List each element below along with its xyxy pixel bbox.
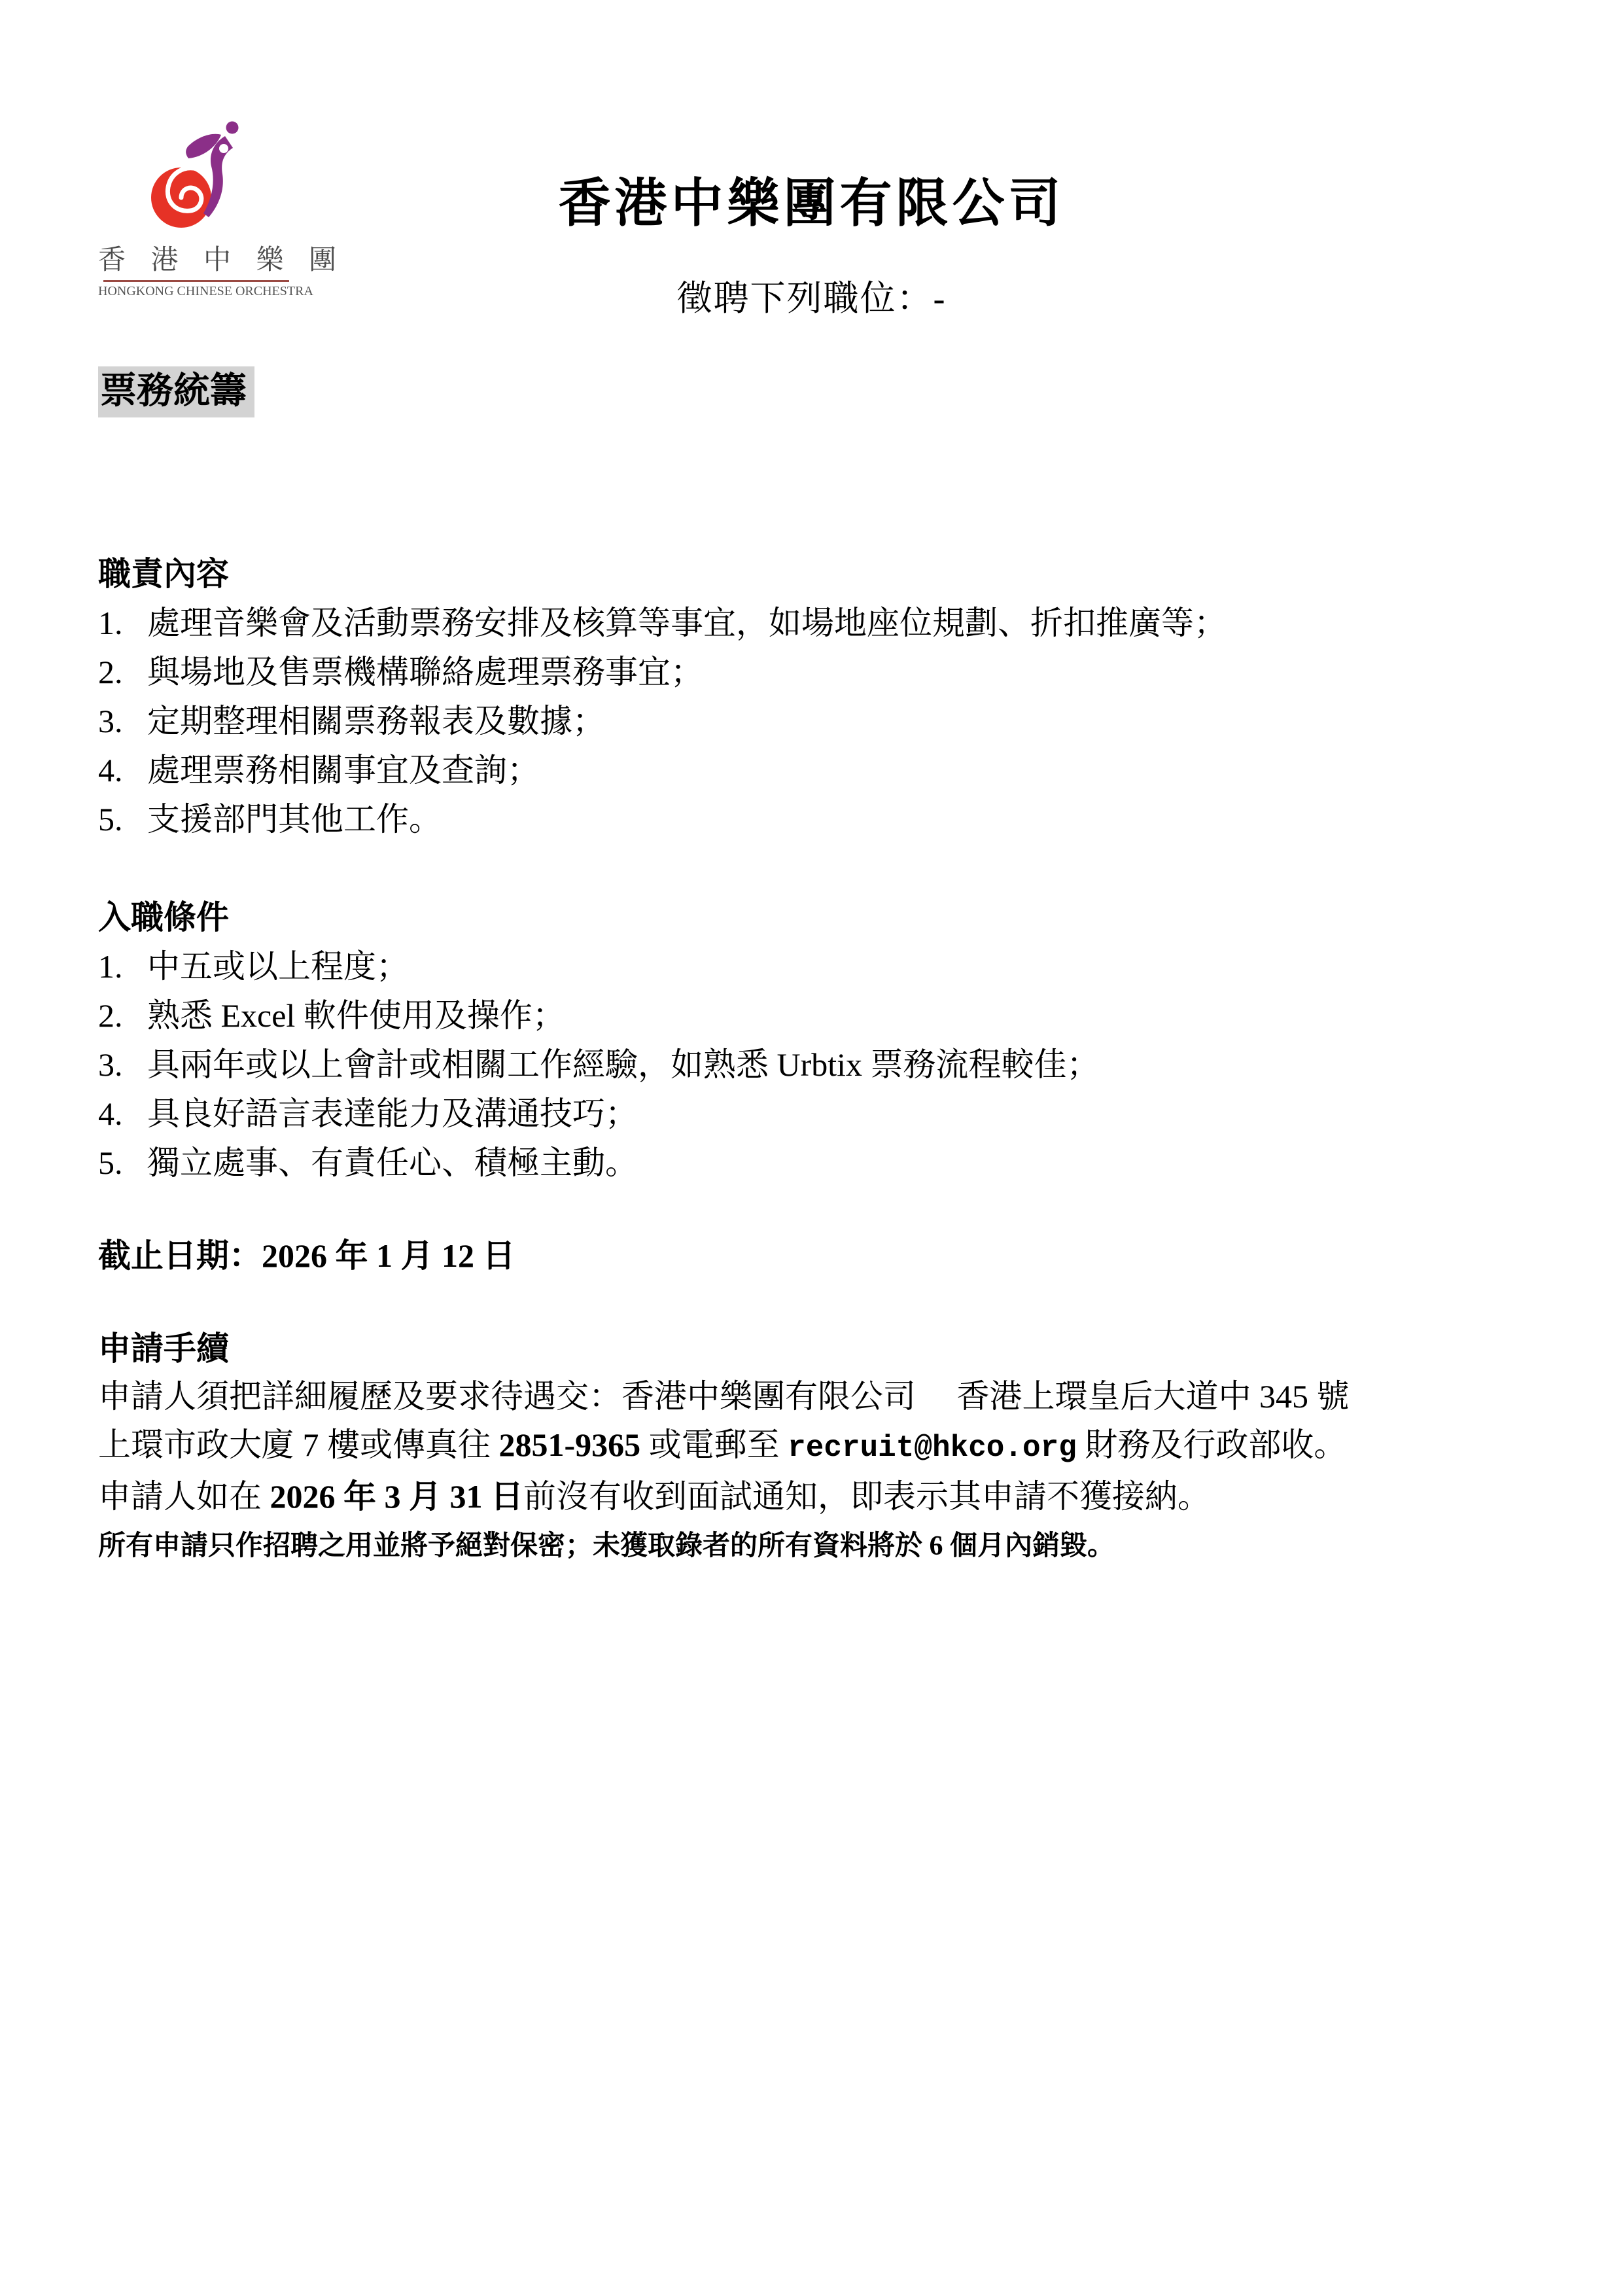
reply-deadline-date: 2026 年 3 月 31 日 <box>270 1478 523 1515</box>
item-number: 1. <box>98 605 123 641</box>
line2-post: 財務及行政部收。 <box>1076 1426 1347 1463</box>
line2-mid: 或電郵至 <box>640 1426 788 1463</box>
list-item <box>98 942 1426 991</box>
item-text: 處理音樂會及活動票務安排及核算等事宜，如場地座位規劃、折扣推廣等； <box>147 605 1227 641</box>
duties-section <box>98 550 1426 844</box>
list-item <box>98 1139 1426 1188</box>
recruiting-subtitle: 徵聘下列職位：- <box>676 279 947 318</box>
item-text: 與場地及售票機構聯絡處理票務事宜； <box>147 654 703 690</box>
deadline-line: 截止日期：2026 年 1 月 12 日 <box>98 1237 515 1274</box>
item-number: 5. <box>98 801 123 838</box>
item-text: 具兩年或以上會計或相關工作經驗，如熟悉 Urbtix 票務流程較佳； <box>147 1046 1100 1083</box>
item-text: 具良好語言表達能力及溝通技巧； <box>147 1095 638 1132</box>
item-text: 支援部門其他工作。 <box>147 801 442 838</box>
item-number: 2. <box>98 654 123 690</box>
line2-pre: 上環市政大廈 7 樓或傳真往 <box>98 1426 499 1463</box>
logo-english-name: HONGKONG CHINESE ORCHESTRA <box>98 284 313 298</box>
list-item <box>98 599 1426 648</box>
company-title: 香港中樂團有限公司 <box>558 175 1065 233</box>
job-title-highlighted: 票務統籌 <box>98 366 254 417</box>
item-text: 獨立處事、有責任心、積極主動。 <box>147 1144 638 1181</box>
application-line-1: 申請人須把詳細履歷及要求待遇交：香港中樂團有限公司 香港上環皇后大道中 345 號 <box>98 1378 1350 1415</box>
item-number: 4. <box>98 752 123 788</box>
line3-post: 前沒有收到面試通知，即表示其申請不獲接納。 <box>523 1478 1210 1515</box>
duties-heading: 職責內容 <box>98 556 229 592</box>
item-number: 1. <box>98 948 123 985</box>
item-text: 中五或以上程度； <box>147 948 409 985</box>
logo-chinese-name: 香 港 中 樂 團 <box>98 245 346 275</box>
privacy-note: 所有申請只作招聘之用並將予絕對保密；未獲取錄者的所有資料將於 6 個月內銷毀。 <box>98 1531 1115 1561</box>
item-text: 定期整理相關票務報表及數據； <box>147 703 605 739</box>
item-number: 2. <box>98 997 123 1034</box>
item-number: 4. <box>98 1095 123 1132</box>
requirements-section <box>98 893 1426 1188</box>
application-line-2 <box>98 1421 1426 1472</box>
line3-pre: 申請人如在 <box>98 1478 270 1515</box>
list-item <box>98 1040 1426 1089</box>
item-number: 5. <box>98 1144 123 1181</box>
list-item <box>98 697 1426 746</box>
item-text: 處理票務相關事宜及查詢； <box>147 752 540 788</box>
application-section <box>98 1325 1426 1569</box>
duties-list <box>98 599 1426 844</box>
application-heading: 申請手續 <box>98 1330 229 1367</box>
list-item <box>98 991 1426 1040</box>
item-number: 3. <box>98 1046 123 1083</box>
list-item <box>98 746 1426 795</box>
fax-number: 2851-9365 <box>498 1426 641 1463</box>
list-item <box>98 648 1426 697</box>
item-text: 熟悉 Excel 軟件使用及操作； <box>147 997 565 1034</box>
list-item <box>98 1089 1426 1139</box>
list-item <box>98 795 1426 844</box>
item-number: 3. <box>98 703 123 739</box>
requirements-heading: 入職條件 <box>98 899 229 936</box>
recruit-email: recruit@hkco.org <box>788 1431 1077 1465</box>
requirements-list <box>98 942 1426 1188</box>
application-line-3 <box>98 1472 1426 1521</box>
